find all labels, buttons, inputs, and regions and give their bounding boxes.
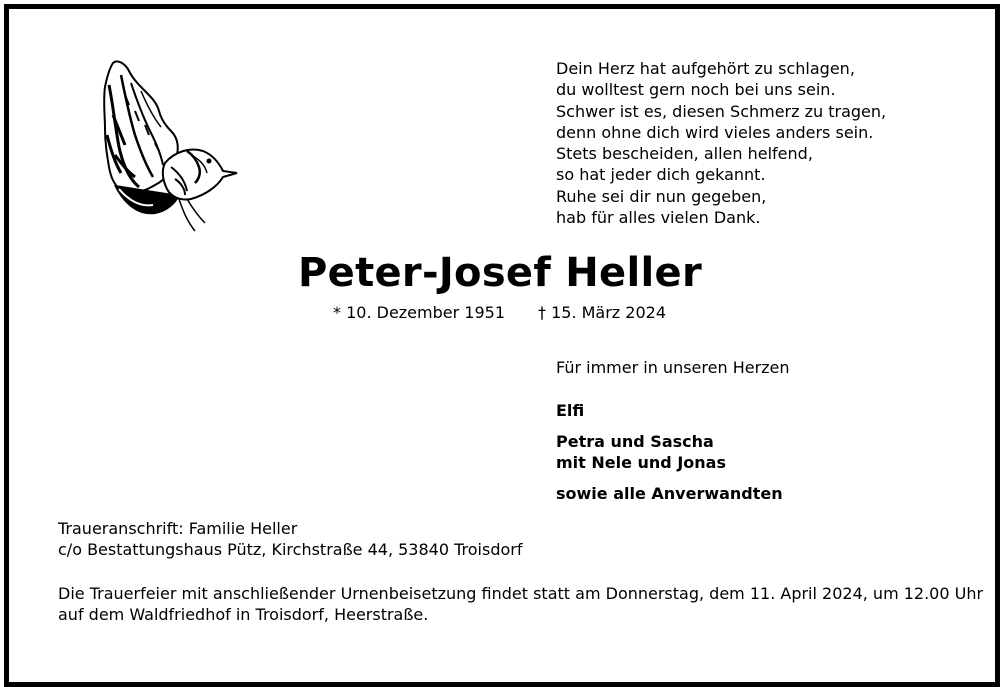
mourner-name: sowie alle Anverwandten (556, 484, 783, 503)
poem-line: Stets bescheiden, allen helfend, (556, 144, 813, 164)
address-line: Traueranschrift: Familie Heller (58, 519, 298, 538)
poem-line: du wolltest gern noch bei uns sein. (556, 80, 836, 100)
address-line: c/o Bestattungshaus Pütz, Kirchstraße 44, 53840 Troisdorf (58, 540, 523, 559)
mourning-address (58, 518, 522, 560)
poem-line: hab für alles vielen Dank. (556, 208, 761, 228)
poem-line: so hat jeder dich gekannt. (556, 165, 766, 185)
dedication: Für immer in unseren Herzen (556, 358, 790, 377)
mourners-list (556, 400, 783, 504)
poem-line: Schwer ist es, diesen Schmerz zu tragen, (556, 101, 887, 121)
mourner-name: mit Nele und Jonas (556, 453, 726, 472)
poem-line: denn ohne dich wird vieles anders sein. (556, 122, 874, 142)
mourner-name: Elfi (556, 401, 585, 420)
poem-line: Dein Herz hat aufgehört zu schlagen, (556, 59, 855, 78)
ceremony-info (58, 583, 983, 625)
praying-hands-with-bird-icon (95, 55, 240, 235)
mourner-name: Petra und Sascha (556, 432, 714, 451)
poem-line: Ruhe sei dir nun gegeben, (556, 186, 767, 206)
ceremony-line: auf dem Waldfriedhof in Troisdorf, Heerstraße. (58, 605, 429, 624)
deceased-name: Peter-Josef Heller (298, 250, 702, 296)
poem (556, 58, 886, 228)
birth-date: * 10. Dezember 1951 (333, 303, 505, 322)
death-date: † 15. März 2024 (538, 303, 667, 322)
ceremony-line: Die Trauerfeier mit anschließender Urnenbeisetzung findet statt am Donnerstag, dem 11. April 2024, um 12.00 Uhr (58, 584, 984, 603)
